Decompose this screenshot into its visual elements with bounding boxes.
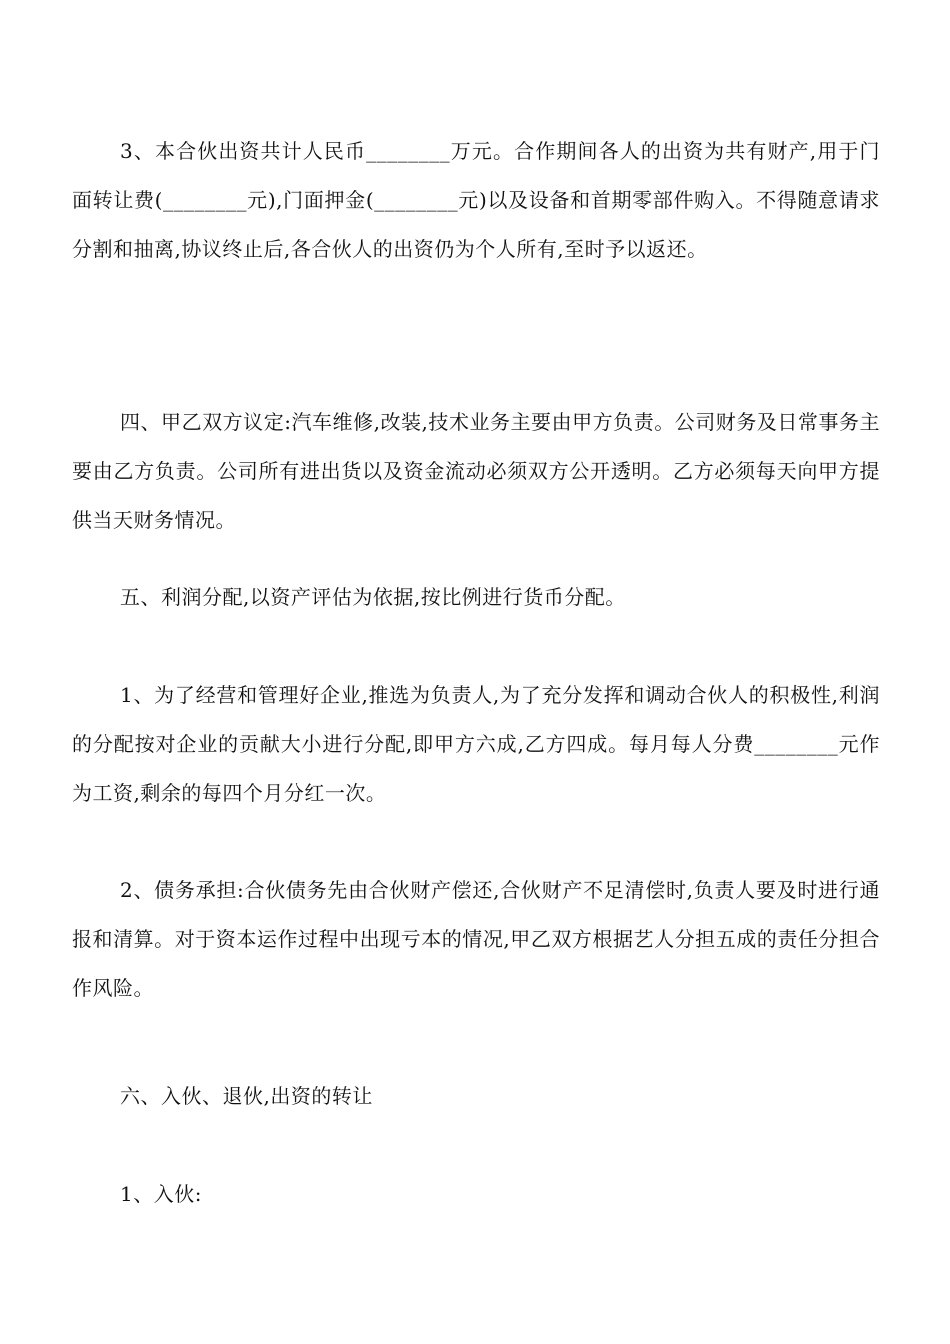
section-6-heading: 六、入伙、退伙,出资的转让 [120, 1084, 373, 1108]
clause-1-joining: 1、入伙: [120, 1182, 202, 1206]
section-5-profit-distribution: 五、利润分配,以资产评估为依据,按比例进行货币分配。 [120, 585, 626, 609]
clause-3-capital-contribution: 3、本合伙出资共计人民币________万元。合作期间各人的出资为共有财产,用于门面转让费(________元),门面押金(________元)以及设备和首期零部件购入。不得随意请求分割和抽离,协议终止后,各合伙人的出资仍为个人所有,至时予以返还。 [72, 139, 880, 261]
clause-2-debt-liability: 2、债务承担:合伙债务先由合伙财产偿还,合伙财产不足清偿时,负责人要及时进行通报和清算。对于资本运作过程中出现亏本的情况,甲乙双方根据艺人分担五成的责任分担合作风险。 [72, 878, 880, 1000]
clause-1-profit-allocation: 1、为了经营和管理好企业,推选为负责人,为了充分发挥和调动合伙人的积极性,利润的分配按对企业的贡献大小进行分配,即甲方六成,乙方四成。每月每人分费________元作为工资,剩余的每四个月分红一次。 [72, 683, 880, 805]
section-4-responsibilities: 四、甲乙双方议定:汽车维修,改装,技术业务主要由甲方负责。公司财务及日常事务主要由乙方负责。公司所有进出货以及资金流动必须双方公开透明。乙方必须每天向甲方提供当天财务情况。 [72, 410, 880, 532]
